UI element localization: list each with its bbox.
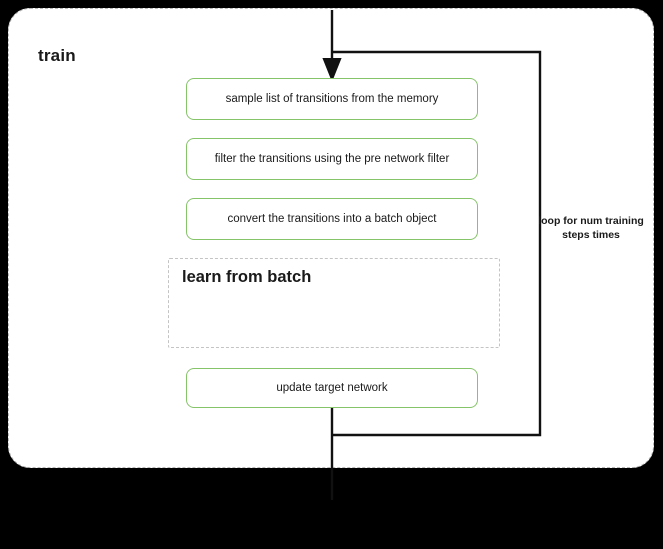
step-label: convert the transitions into a batch object: [227, 213, 437, 225]
step-label: update target network: [276, 382, 388, 394]
step-convert-to-batch[interactable]: [186, 198, 478, 240]
loop-annotation: loop for num training steps times: [538, 215, 644, 242]
step-sample-transitions[interactable]: [186, 78, 478, 120]
page-title: train: [38, 46, 76, 65]
step-filter-transitions[interactable]: [186, 138, 478, 180]
step-label: sample list of transitions from the memory: [225, 93, 439, 105]
step-update-target-network[interactable]: [186, 368, 478, 408]
step-label: filter the transitions using the pre network filter: [214, 153, 450, 165]
learn-from-batch-title: learn from batch: [182, 268, 312, 286]
